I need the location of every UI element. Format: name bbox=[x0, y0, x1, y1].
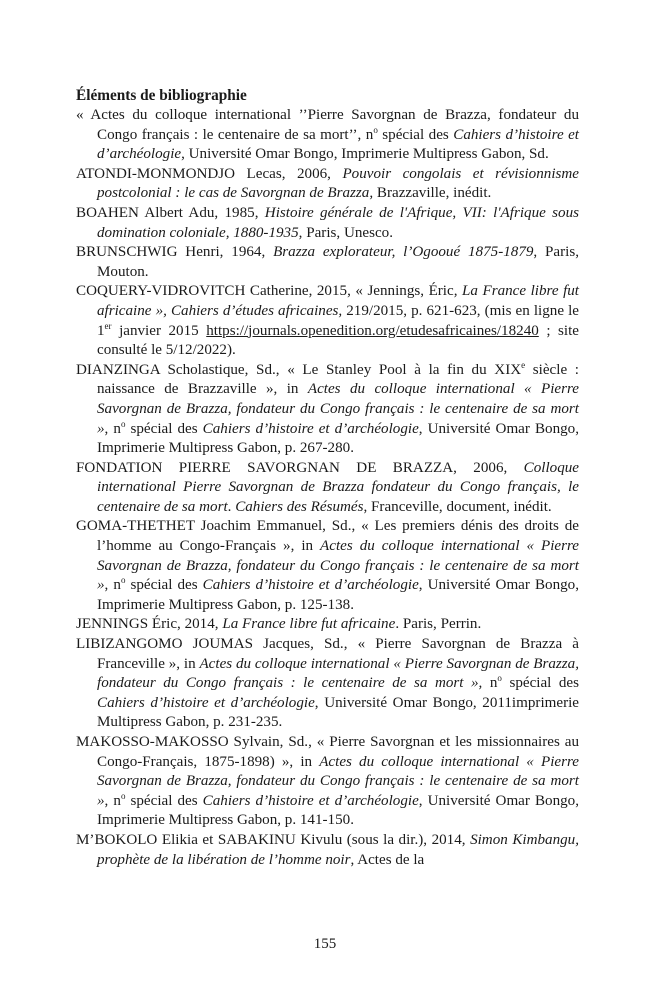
entry-text: Brazzaville, inédit. bbox=[373, 185, 492, 202]
bibliography-entry bbox=[76, 204, 579, 243]
bibliography-entry bbox=[76, 282, 579, 360]
entry-text: DIANZINGA Scholastique, Sd., « Le Stanley Pool à la fin du XIX bbox=[76, 361, 522, 378]
bibliography-entry bbox=[76, 615, 579, 635]
entry-text: ATONDI-MONMONDJO Lecas, 2006, bbox=[76, 165, 343, 182]
entry-text: , Franceville, document, inédit. bbox=[363, 498, 552, 515]
superscript: o bbox=[497, 673, 502, 684]
entry-text: siècle : naissance de Brazzaville », in bbox=[97, 361, 579, 398]
entry-text: , n bbox=[104, 420, 121, 437]
bibliography-entry bbox=[76, 635, 579, 733]
bibliography-entry bbox=[76, 517, 579, 615]
italic-text: Cahiers des Résumés bbox=[235, 498, 364, 515]
entry-text: GOMA-THETHET Joachim Emmanuel, Sd., « Les premiers dénis des droits de l’homme au Congo-Français », in bbox=[76, 518, 579, 555]
italic-text: Actes du colloque international « Pierre Savorgnan de Brazza, fondateur du Congo français : le centenaire de sa mort » bbox=[97, 381, 579, 437]
entry-text: spécial des bbox=[501, 675, 579, 692]
bibliography-entry bbox=[76, 165, 579, 204]
page-number: 155 bbox=[313, 936, 337, 952]
superscript: o bbox=[120, 575, 126, 586]
entry-text: « Actes du colloque international ’’Pierre Savorgnan de Brazza, fondateur du Congo français : le centenaire de sa mort’’, n bbox=[76, 107, 579, 143]
section-heading: Éléments de bibliographie bbox=[76, 87, 247, 104]
italic-text: Pouvoir congolais et révisionnisme postcolonial : le cas de Savorgnan de Brazza, bbox=[97, 165, 579, 202]
italic-text: Actes du colloque international « Pierre Savorgnan de Brazza, fondateur du Congo français : le centenaire de sa mort », bbox=[97, 655, 580, 692]
entry-text: , Actes de la bbox=[350, 851, 425, 868]
italic-text: Simon Kimbangu, prophète de la libération de l’homme noir bbox=[97, 831, 579, 868]
entry-text: JENNINGS Éric, 2014, bbox=[76, 616, 223, 633]
entry-text: , n bbox=[104, 792, 121, 809]
entry-text: BOAHEN Albert Adu, 1985, bbox=[76, 204, 265, 221]
entry-text: 219/2015, p. 621-623, (mis en ligne le 1 bbox=[97, 302, 580, 339]
entry-text: . Paris, Perrin. bbox=[395, 616, 482, 633]
entry-text: BRUNSCHWIG Henri, 1964, bbox=[76, 244, 274, 261]
bibliography-entry bbox=[76, 831, 579, 870]
italic-text: Cahiers d’histoire et d’archéologie bbox=[202, 420, 419, 437]
italic-text: Actes du colloque international « Pierre Savorgnan de Brazza, fondateur du Congo français : le centenaire de sa mort » bbox=[97, 753, 579, 809]
bibliography-entry bbox=[76, 733, 579, 831]
entry-text: spécial des bbox=[125, 792, 203, 809]
italic-text: Cahiers d’histoire et d’archéologie bbox=[202, 577, 419, 594]
entry-text: , n bbox=[104, 577, 121, 594]
bibliography-entry bbox=[76, 243, 579, 282]
entry-text: ; site consulté le 5/12/2022). bbox=[97, 322, 580, 359]
italic-text: Cahiers d’histoire et d’archéologie bbox=[202, 792, 419, 809]
entry-text: . bbox=[227, 498, 236, 515]
superscript: o bbox=[373, 124, 378, 135]
bibliography-entry bbox=[76, 106, 579, 165]
italic-text: Cahiers d’histoire et d’archéologie bbox=[97, 126, 579, 163]
entry-text: , Université Omar Bongo, Imprimerie Multipress Gabon, p. 141-150. bbox=[97, 792, 580, 829]
entry-text: , Université Omar Bongo, Imprimerie Multipress Gabon, p. 125-138. bbox=[97, 577, 580, 613]
italic-text: , La France libre fut africaine », Cahiers d’études africaines, bbox=[97, 283, 580, 319]
entry-text: , Paris, Mouton. bbox=[97, 244, 579, 280]
bibliography-entry bbox=[76, 459, 579, 518]
superscript: o bbox=[120, 790, 126, 801]
italic-text: Cahiers d’histoire et d’archéologie bbox=[97, 694, 315, 711]
entry-text: FONDATION PIERRE SAVORGNAN DE BRAZZA, 2006, bbox=[76, 459, 524, 476]
superscript: o bbox=[120, 418, 126, 429]
superscript: er bbox=[104, 320, 112, 331]
bibliography-list bbox=[76, 106, 579, 870]
entry-text: COQUERY-VIDROVITCH Catherine, 2015, « Jennings, Éric bbox=[76, 283, 454, 300]
entry-text: , Université Omar Bongo, Imprimerie Multipress Gabon, Sd. bbox=[181, 146, 549, 163]
italic-text: Colloque international Pierre Savorgnan de Brazza fondateur du Congo français, le centenaire de sa mort bbox=[97, 459, 579, 515]
italic-text: Brazza explorateur, l’Ogooué 1875-1879 bbox=[273, 244, 534, 261]
entry-text: spécial des bbox=[377, 126, 454, 143]
entry-text: spécial des bbox=[125, 577, 203, 594]
entry-text: LIBIZANGOMO JOUMAS Jacques, Sd., « Pierre Savorgnan de Brazza à Franceville », in bbox=[76, 636, 579, 672]
italic-text: La France libre fut africaine bbox=[222, 616, 396, 633]
entry-text: MAKOSSO-MAKOSSO Sylvain, Sd., « Pierre Savorgnan et les missionnaires au Congo-Français, 1875-1898) », in bbox=[76, 734, 579, 770]
entry-text: , Université Omar Bongo, 2011imprimerie Multipress Gabon, p. 231-235. bbox=[97, 694, 579, 731]
italic-text: Histoire générale de l'Afrique, VII: l'Afrique sous domination coloniale, 1880-1935 bbox=[97, 204, 579, 241]
entry-text: , Université Omar Bongo, Imprimerie Multipress Gabon, p. 267-280. bbox=[97, 420, 580, 457]
superscript: e bbox=[521, 359, 526, 370]
entry-text: janvier 2015 bbox=[111, 322, 207, 339]
entry-text: n bbox=[482, 675, 498, 692]
entry-text: , Paris, Unesco. bbox=[298, 224, 393, 241]
italic-text: Actes du colloque international « Pierre Savorgnan de Brazza, fondateur du Congo français : le centenaire de sa mort » bbox=[97, 538, 579, 594]
entry-text: M’BOKOLO Elikia et SABAKINU Kivulu (sous la dir.), 2014, bbox=[76, 831, 471, 848]
bibliography-entry bbox=[76, 361, 579, 459]
entry-text: spécial des bbox=[125, 420, 203, 437]
reference-url: https://journals.openedition.org/etudesafricaines/18240 bbox=[206, 322, 539, 339]
